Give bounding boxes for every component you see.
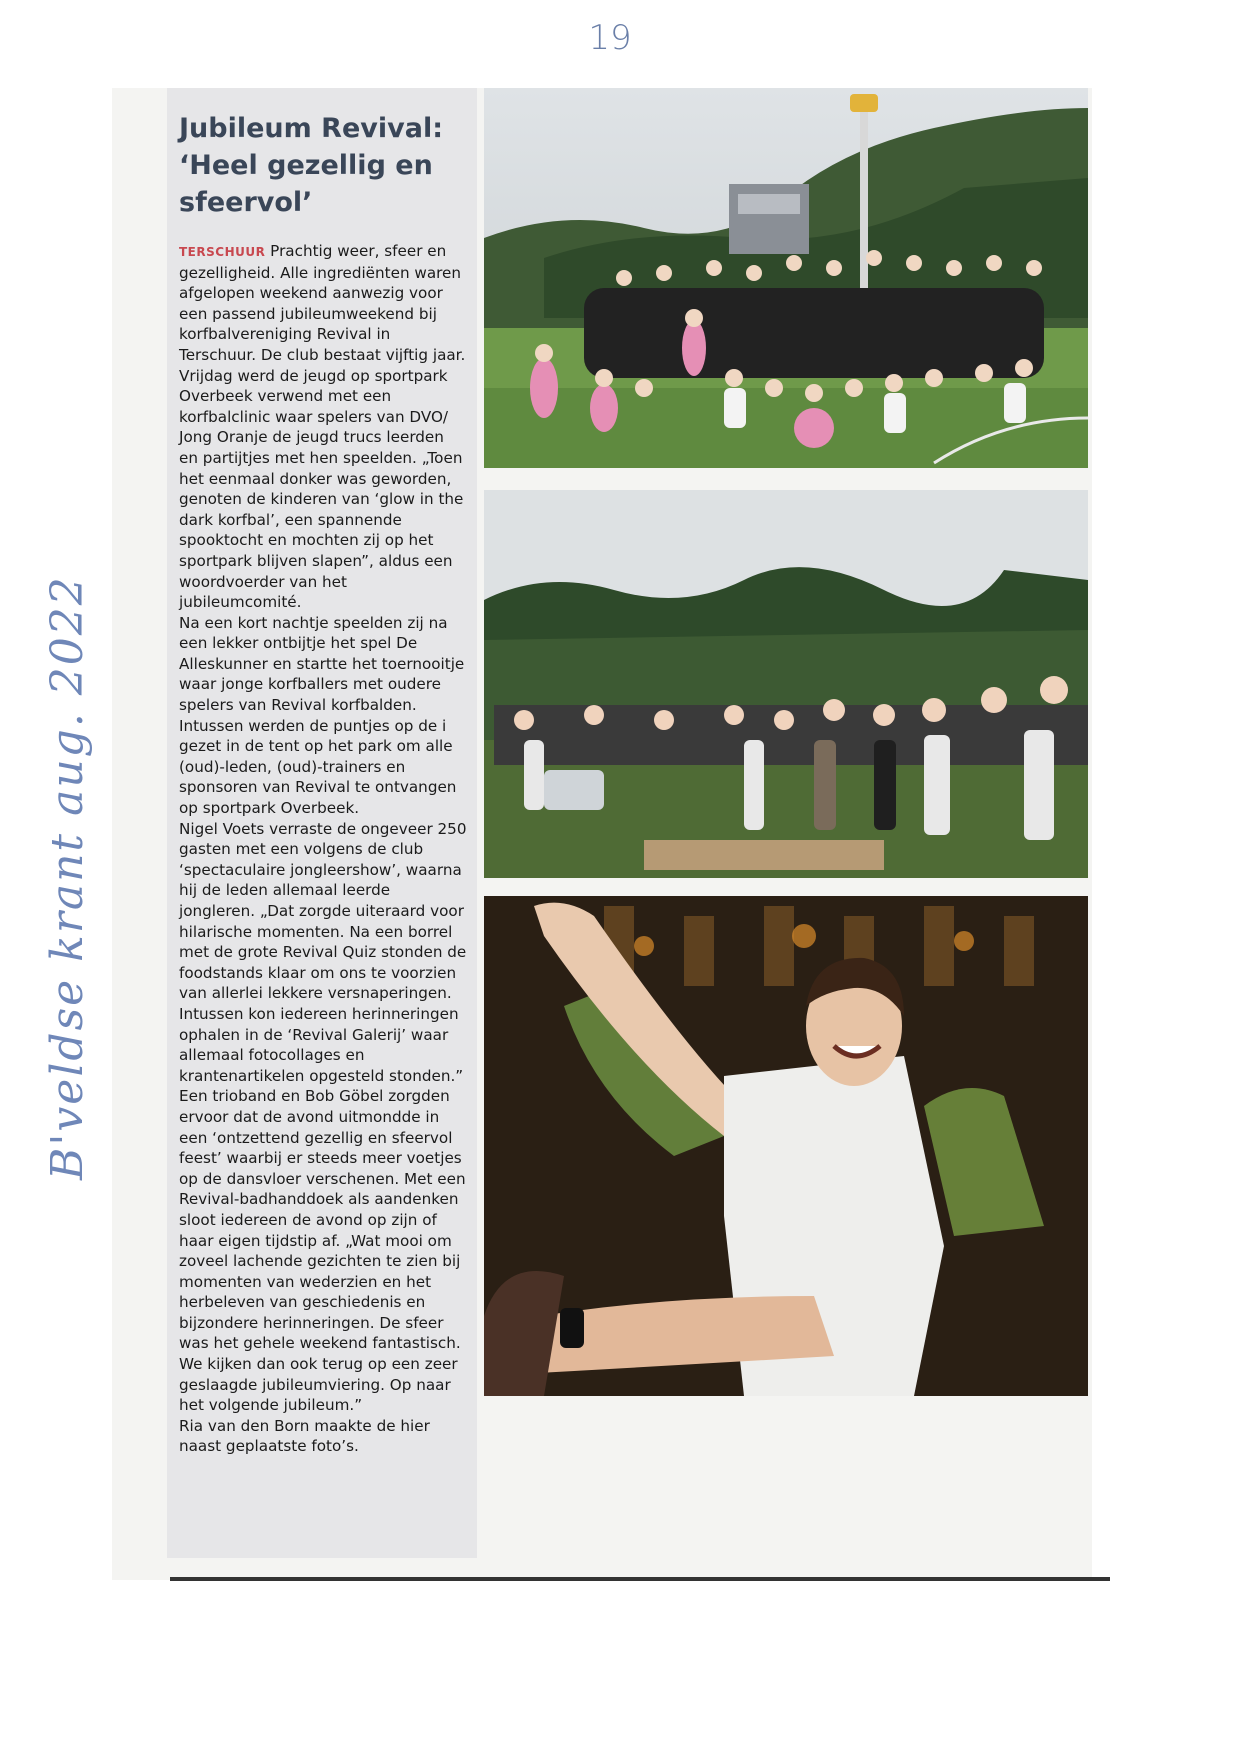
photo-party-man bbox=[484, 896, 1088, 1396]
article-headline bbox=[179, 110, 467, 221]
dateline: TERSCHUUR bbox=[179, 245, 266, 259]
article-paragraph: Nigel Voets verraste de ongeveer 250 gasten met een volgens de club ‘spectaculaire jongleershow’, waarna hij de leden allemaal leerde jongleren. „Dat zorgde uiteraard voor hilarische momenten. Na een borrel met de grote Revival Quiz stonden de foodstands klaar om ons te voorzien van allerlei lekkere versnaperingen. Intussen kon iedereen herinneringen ophalen in de ‘Revival Galerij’ waar allemaal fotocollages en krantenartikelen opgesteld stonden.” bbox=[179, 819, 467, 1085]
paragraph-text: Prachtig weer, sfeer en gezelligheid. Alle ingrediënten waren afgelopen weekend aanwezig voor een passend jubileumweekend bij korfbalvereniging Revival in Terschuur. De club bestaat vijftig jaar. bbox=[179, 242, 466, 364]
newspaper-clipping bbox=[112, 88, 1092, 1580]
handwritten-note: B'veldse krant aug. 2022 bbox=[42, 575, 93, 1180]
article-body bbox=[179, 241, 467, 1457]
clipping-bottom-rule bbox=[170, 1577, 1110, 1581]
page-number: 19 bbox=[588, 18, 632, 58]
photo-youth-group bbox=[484, 88, 1088, 468]
article-paragraph: Na een kort nachtje speelden zij na een lekker ontbijtje het spel De Alleskunner en startte het toernooitje waar jonge korfballers met oudere spelers van Revival korfbalden. Intussen werden de puntjes op de i gezet in de tent op het park om alle (oud)-leden, (oud)-trainers en sponsoren van Revival te ontvangen op sportpark Overbeek. bbox=[179, 613, 465, 818]
article-paragraph bbox=[179, 241, 467, 366]
article-paragraph: Vrijdag werd de jeugd op sportpark Overbeek verwend met een korfbalclinic waar spelers van DVO/ Jong Oranje de jeugd trucs leerden en partijtjes met hen speelden. „Toen het eenmaal donker was geworden, genoten de kinderen van ‘glow in the dark korfbal’, een spannende spooktocht en mochten zij op het sportpark blijven slapen”, aldus een woordvoerder van het jubileumcomité. bbox=[179, 366, 464, 612]
photo-juggling-crowd bbox=[484, 490, 1088, 878]
article-column bbox=[167, 88, 477, 1558]
article-paragraph: Een trioband en Bob Göbel zorgden ervoor dat de avond uitmondde in een ‘ontzettend gezellig en sfeervol feest’ waarbij er steeds meer voetjes op de dansvloer verschenen. Met een Revival-badhanddoek als aandenken sloot iedereen de avond op zijn of haar eigen tijdstip af. „Wat mooi om zoveel lachende gezichten te zien bij momenten van wederzien en het herbeleven van geschiedenis en bijzondere herinneringen. De sfeer was het gehele weekend fantastisch. We kijken dan ook terug op een zeer geslaagde jubileumviering. Op naar het volgende jubileum.” bbox=[179, 1087, 466, 1415]
headline-line-1: Jubileum Revival: bbox=[179, 113, 444, 144]
article-paragraph: Ria van den Born maakte de hier naast geplaatste foto’s. bbox=[179, 1416, 430, 1456]
headline-line-2: ‘Heel gezellig en bbox=[179, 150, 433, 181]
headline-line-3: sfeervol’ bbox=[179, 187, 313, 218]
